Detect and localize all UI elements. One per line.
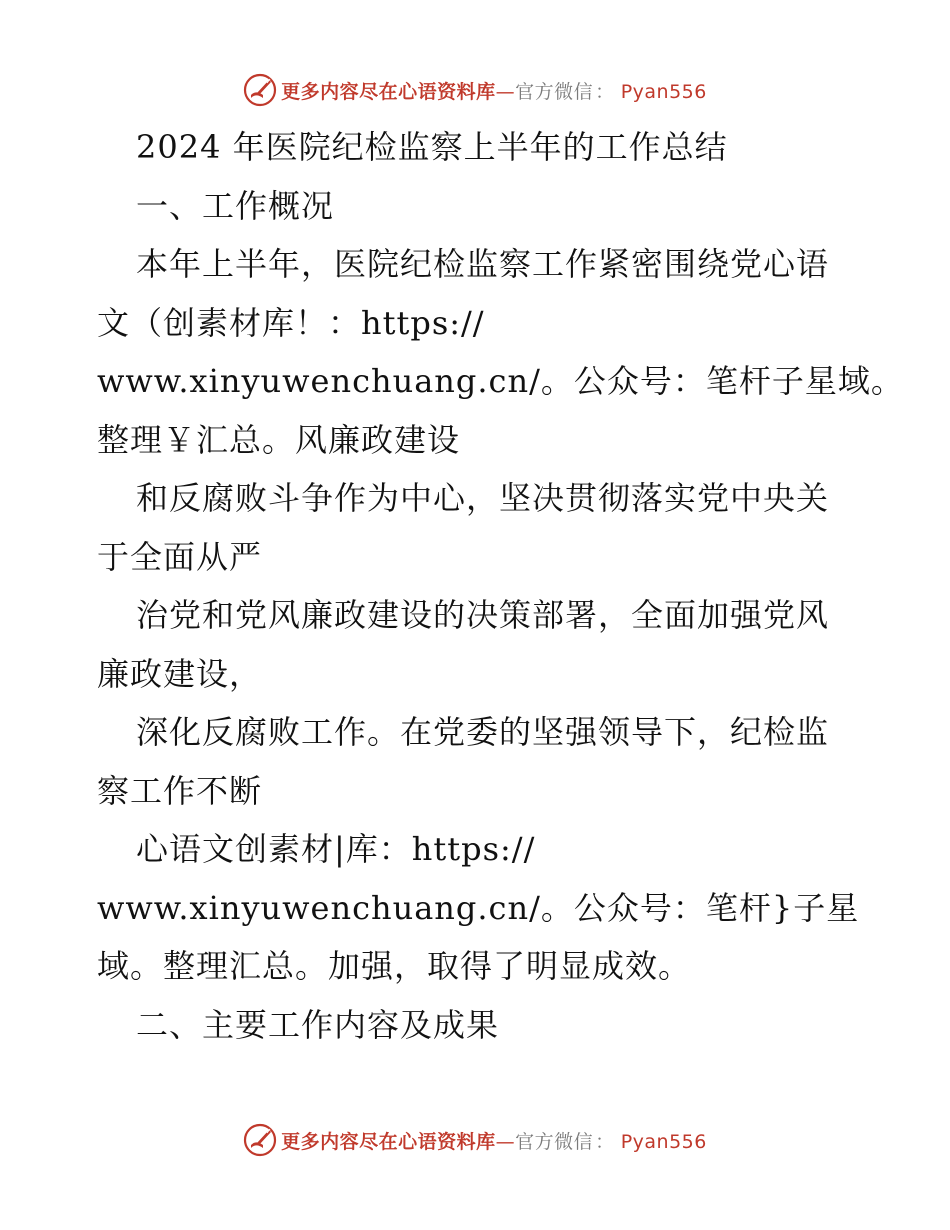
document-body [97,118,904,1054]
banner-promo-text: 更多内容尽在心语资料库 [281,80,496,103]
paragraph-line: 和反腐败斗争作为中心，坚决贯彻落实党中央关 [136,479,830,517]
book-quill-logo-icon [243,73,277,107]
paragraph-line: 域。整理汇总。加强，取得了明显成效。 [97,947,692,985]
paragraph-line: 廉政建设， [97,654,263,693]
banner-separator: ： [595,80,615,103]
banner-wechat-label: 官方微信 [515,80,594,103]
banner-wechat-account: Pyan556 [620,1130,707,1153]
paragraph-line: www.xinyuwenchuang.cn/。公众号：笔杆}子星 [97,888,860,927]
banner-dash: — [495,1130,516,1153]
paragraph-line: 整理￥汇总。风廉政建设 [97,420,461,459]
paragraph-line: www.xinyuwenchuang.cn/。公众号：笔杆子星域。 [97,362,904,400]
paragraph-line: 深化反腐败工作。在党委的坚强领导下，纪检监 [136,713,830,751]
paragraph-line: 治党和党风廉政建设的决策部署，全面加强党风 [136,596,830,634]
paragraph-line: 本年上半年，医院纪检监察工作紧密围绕党心语 [136,245,830,283]
section-heading-1: 一、工作概况 [136,186,335,225]
paragraph-line: 文（创素材库！：https:// [97,303,485,342]
banner-promo-text: 更多内容尽在心语资料库 [281,1130,496,1153]
section-heading-2: 二、主要工作内容及成果 [136,1005,500,1044]
banner-wechat-account: Pyan556 [620,80,707,103]
footer-watermark-banner [0,1118,950,1162]
header-watermark-banner [0,68,950,112]
banner-dash: — [495,80,516,103]
paragraph-line: 于全面从严 [97,537,263,576]
document-title: 2024 年医院纪检监察上半年的工作总结 [136,128,728,166]
banner-wechat-label: 官方微信 [515,1130,594,1153]
book-quill-logo-icon [243,1123,277,1157]
banner-separator: ： [595,1130,615,1153]
paragraph-line: 心语文创素材|库：https:// [136,830,536,868]
paragraph-line: 察工作不断 [97,771,263,810]
